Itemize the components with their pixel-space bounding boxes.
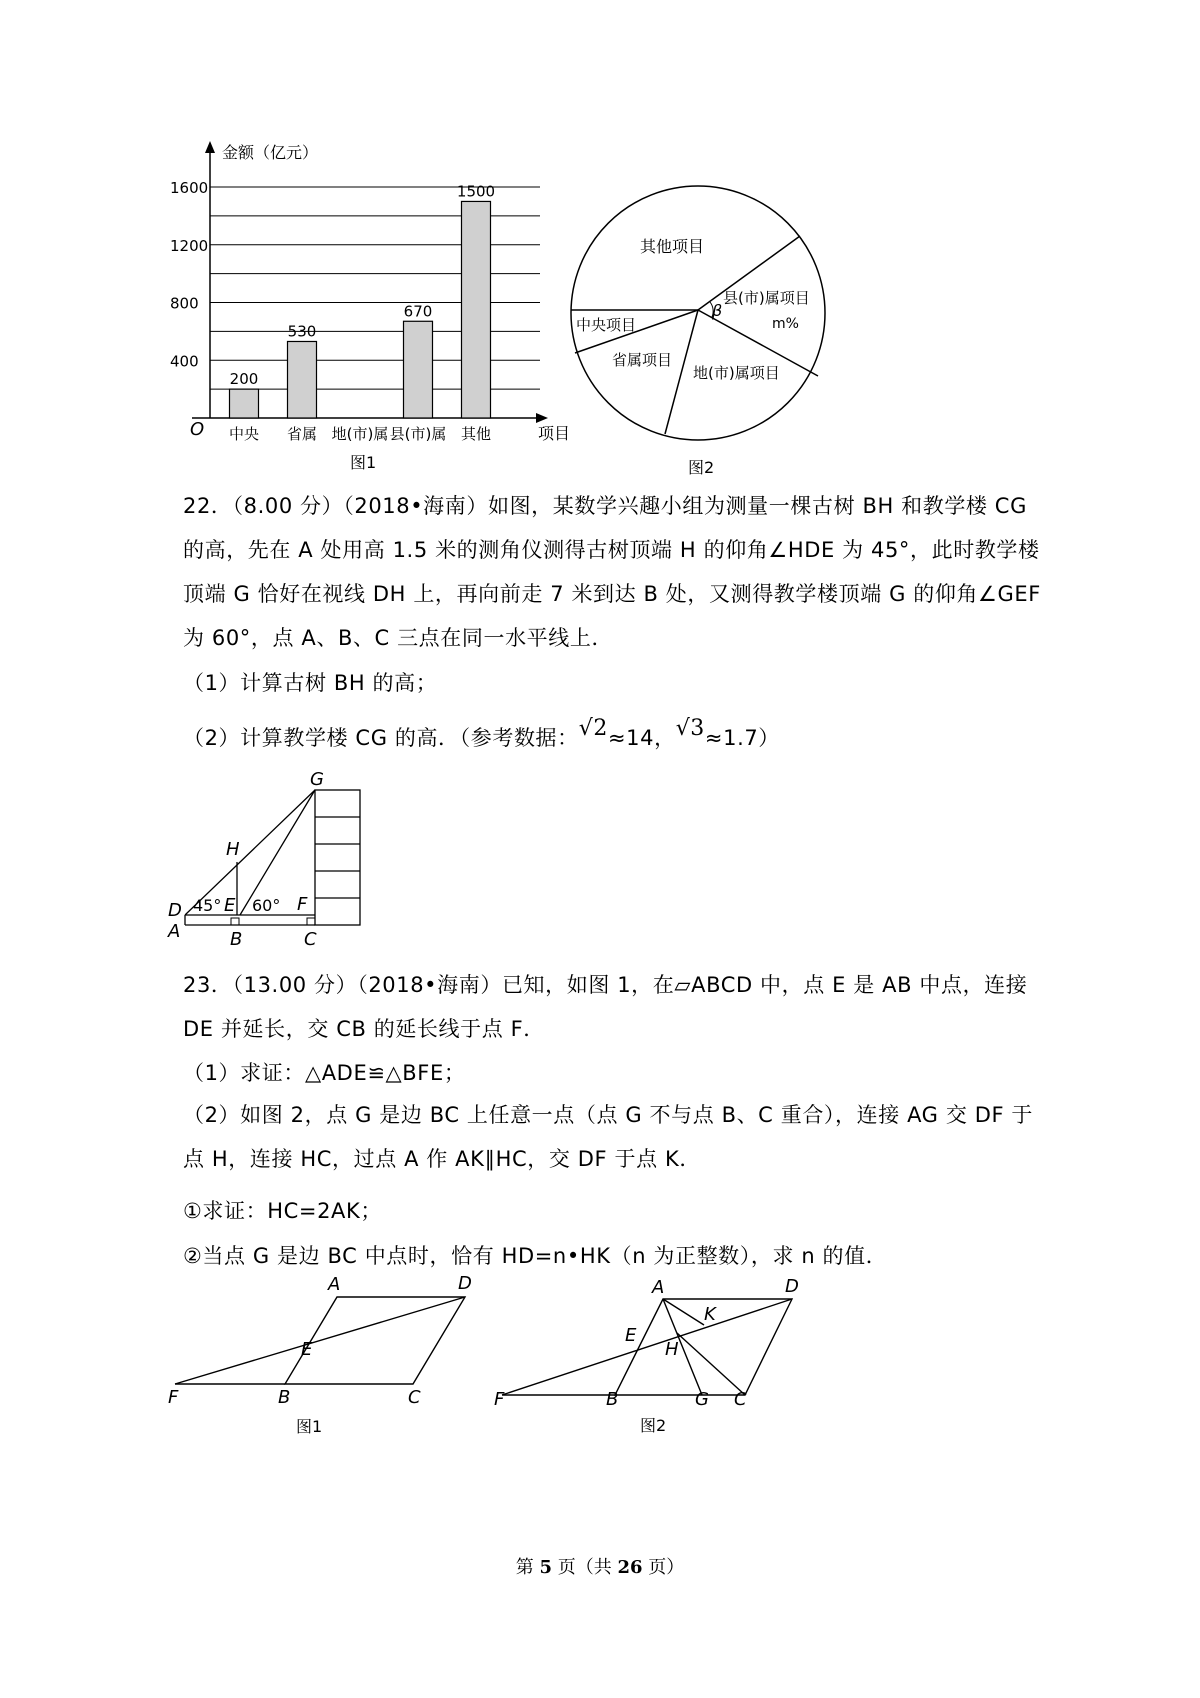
bar-data-label: 200 xyxy=(229,370,259,389)
fig1-caption: 图1 xyxy=(350,453,377,472)
bars xyxy=(230,182,496,418)
fig1-point-b: B xyxy=(278,1387,291,1408)
bar xyxy=(462,201,491,418)
q23-part2: （2）如图 2，点 G 是边 BC 上任意一点（点 G 不与点 B、C 重合），连接 AG 交 DF 于点 H，连接 HC，过点 A 作 AK∥HC，交 DF 于点 K． xyxy=(183,1103,1034,1171)
bar-chart-figure xyxy=(160,135,580,480)
fig2-point-g: G xyxy=(695,1389,709,1410)
q23-sub1: ①求证：HC=2AK； xyxy=(183,1199,382,1223)
category-label: 地(市)属 xyxy=(331,425,389,443)
point-e: E xyxy=(224,895,236,916)
pie-chart-figure xyxy=(560,160,840,480)
y-tick-label: 400 xyxy=(170,352,199,371)
sector-label-central: 中央项目 xyxy=(576,316,637,334)
fig2-point-e: E xyxy=(625,1325,637,1346)
category-label: 省属 xyxy=(286,425,318,443)
q22-part2-text: （2）计算教学楼 CG 的高．（参考数据： xyxy=(183,726,579,750)
line-ak xyxy=(663,1299,704,1325)
q22-figure xyxy=(160,765,380,955)
total-pages: 26 xyxy=(617,1557,643,1578)
point-c: C xyxy=(304,929,317,950)
category-label: 中央 xyxy=(228,425,260,443)
fig2-caption: 图2 xyxy=(688,458,715,477)
point-b: B xyxy=(230,929,243,950)
fig2-point-a: A xyxy=(652,1277,665,1298)
q22-statement: 22．（8.00 分）（2018•海南）如图，某数学兴趣小组为测量一棵古树 BH 和教学楼 CG 的高，先在 A 处用高 1.5 米的测角仪测得古树顶端 H 的仰角∠HDE 为 45°，此时教学楼顶端 G 恰好在视线 DH 上，再向前走 7 米到达 B 处，又测得教学楼顶端 G 的仰角∠GEF 为 60°，点 A、B、C 三点在同一水平线上． xyxy=(183,494,1041,650)
y-tick-labels xyxy=(170,179,208,370)
q23-part1: （1）求证：△ADE≌△BFE； xyxy=(183,1061,466,1085)
y-axis-label: 金额（亿元） xyxy=(222,143,319,162)
line-fd xyxy=(502,1299,792,1395)
sector-label-county: 县(市)属项目 xyxy=(723,289,810,307)
fig2-point-h: H xyxy=(665,1339,679,1360)
fig1-point-e: E xyxy=(301,1339,313,1360)
fig1-point-f: F xyxy=(168,1387,179,1408)
right-angle-mark-c xyxy=(307,918,315,925)
sector-percent-label: m% xyxy=(772,316,799,332)
category-labels xyxy=(229,425,491,443)
y-tick-label: 1600 xyxy=(170,179,209,197)
q22-approx2: ≈1.7） xyxy=(704,726,780,750)
bar xyxy=(404,321,433,418)
y-axis-arrow xyxy=(205,141,215,153)
q23-fig1-caption: 图1 xyxy=(296,1417,323,1436)
bar xyxy=(230,389,259,418)
pie-outline xyxy=(571,186,825,440)
q22-part1: （1）计算古树 BH 的高； xyxy=(183,671,438,695)
bar-data-label: 1500 xyxy=(456,182,496,201)
q23-figure1 xyxy=(160,1265,490,1455)
x-axis-arrow xyxy=(536,413,548,423)
origin-label: O xyxy=(190,419,205,440)
footer-prefix: 第 xyxy=(515,1557,540,1578)
fig1-point-d: D xyxy=(458,1273,472,1294)
bar-data-label: 530 xyxy=(287,322,317,341)
fig2-point-k: K xyxy=(704,1304,716,1325)
x-axis-label: 项目 xyxy=(538,424,571,443)
beta-label: β xyxy=(712,301,723,320)
point-d: D xyxy=(168,900,182,921)
y-tick-label: 1200 xyxy=(170,236,209,255)
line-hc xyxy=(677,1333,745,1395)
point-h: H xyxy=(226,839,240,860)
point-a: A xyxy=(168,921,181,942)
bar-data-label: 670 xyxy=(403,302,433,321)
sector-label-other: 其他项目 xyxy=(640,237,705,256)
q23-sub2: ②当点 G 是边 BC 中点时，恰有 HD=n•HK（n 为正整数），求 n 的值． xyxy=(183,1244,888,1268)
angle-45-label: 45° xyxy=(193,896,222,915)
fig1-point-c: C xyxy=(408,1387,421,1408)
sector-label-city: 地(市)属项目 xyxy=(693,364,780,382)
fig2-point-f: F xyxy=(494,1389,505,1410)
bar xyxy=(288,341,317,418)
q23-figure2 xyxy=(490,1265,820,1455)
point-f: F xyxy=(297,894,308,915)
q22-approx1: ≈14， xyxy=(607,726,676,750)
building xyxy=(315,790,360,925)
fig2-point-d: D xyxy=(785,1276,799,1297)
category-label: 县(市)属 xyxy=(389,425,447,443)
page-footer xyxy=(0,1553,1200,1579)
page-number: 5 xyxy=(539,1557,552,1578)
sqrt2-formula: √2 xyxy=(578,716,608,741)
y-tick-label: 800 xyxy=(170,294,199,313)
q22-part2 xyxy=(183,716,780,752)
q23-fig2-caption: 图2 xyxy=(640,1416,667,1435)
q23-statement: 23．（13.00 分）（2018•海南）已知，如图 1，在▱ABCD 中，点 E 是 AB 中点，连接 DE 并延长，交 CB 的延长线于点 F． xyxy=(183,973,1028,1041)
fig1-point-a: A xyxy=(328,1274,341,1295)
footer-middle: 页（共 xyxy=(552,1557,618,1578)
point-g: G xyxy=(310,769,324,790)
sqrt3-formula: √3 xyxy=(675,716,705,741)
category-label: 其他 xyxy=(460,425,492,443)
angle-60-label: 60° xyxy=(252,896,281,915)
footer-suffix: 页） xyxy=(642,1557,685,1578)
sector-label-province: 省属项目 xyxy=(612,351,673,369)
right-angle-mark-b xyxy=(231,918,239,925)
fig2-point-b: B xyxy=(606,1389,619,1410)
fig2-point-c: C xyxy=(734,1389,747,1410)
